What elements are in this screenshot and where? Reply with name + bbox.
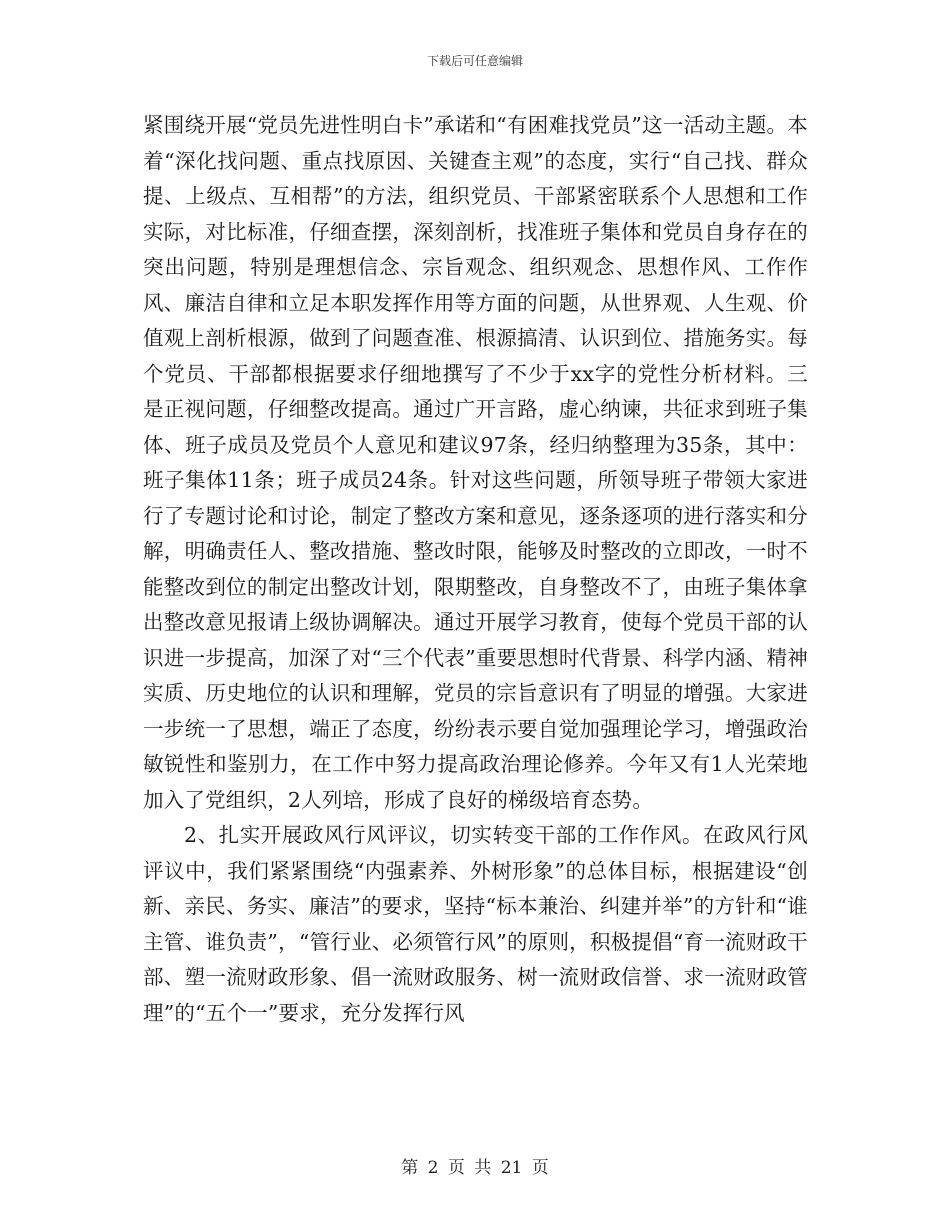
paragraph-1: 紧围绕开展“党员先进性明白卡”承诺和“有困难找党员”这一活动主题。本着“深化找问题、重点找原因、关键查主观”的态度，实行“自己找、群众提、上级点、互相帮”的方法，组织党员、干部紧密联系个人思想和工作实际，对比标准，仔细查摆，深刻剖析，找准班子集体和党员自身存在的突出问题，特别是理想信念、宗旨观念、组织观念、思想作风、工作作风、廉洁自律和立足本职发挥作用等方面的问题，从世界观、人生观、价值观上剖析根源，做到了问题查准、根源搞清、认识到位、措施务实。每个党员、干部都根据要求仔细地撰写了不少于xx字的党性分析材料。三是正视问题，仔细整改提高。通过广开言路，虚心纳谏，共征求到班子集体、班子成员及党员个人意见和建议97条，经归纳整理为35条，其中：班子集体11条；班子成员24条。针对这些问题，所领导班子带领大家进行了专题讨论和讨论，制定了整改方案和意见，逐条逐项的进行落实和分解，明确责任人、整改措施、整改时限，能够及时整改的立即改，一时不能整改到位的制定出整改计划，限期整改，自身整改不了，由班子集体拿出整改意见报请上级协调解决。通过开展学习教育，使每个党员干部的认识进一步提高，加深了对“三个代表”重要思想时代背景、科学内涵、精神实质、历史地位的认识和理解，党员的宗旨意识有了明显的增强。大家进一步统一了思想，端正了态度，纷纷表示要自觉加强理论学习，增强政治敏锐性和鉴别力，在工作中努力提高政治理论修养。今年又有1人光荣地加入了党组织，2人列培，形成了良好的梯级培育态势。	[143, 113, 808, 812]
paragraph-2: 2、扎实开展政风行风评议，切实转变干部的工作作风。在政风行风评议中，我们紧紧围绕“内强素养、外树形象”的总体目标，根据建设“创新、亲民、务实、廉洁”的要求，坚持“标本兼治、纠建并举”的方针和“谁主管、谁负责”，“管行业、必须管行风”的原则，积极提倡“育一流财政干部、塑一流财政形象、倡一流财政服务、树一流财政信誉、求一流财政管理”的“五个一”要求，充分发挥行风	[143, 823, 808, 1025]
document-body	[143, 108, 808, 1031]
page-header: 下载后可任意编辑	[426, 54, 523, 68]
page-footer: 第 2 页 共 21 页	[401, 1158, 549, 1178]
